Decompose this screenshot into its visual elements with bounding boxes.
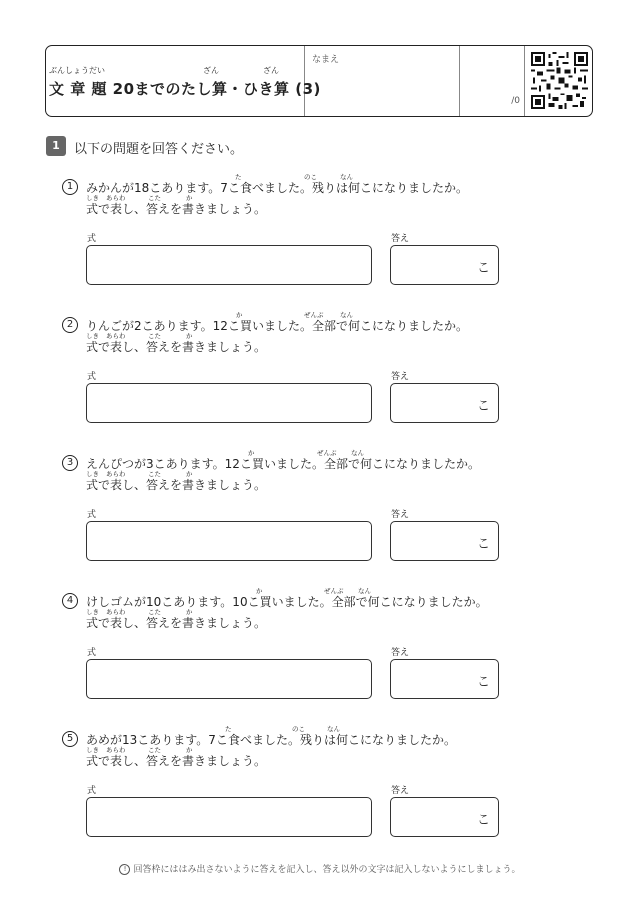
problem-text: みかんが18こあります。7こ食べました。残りは何こになりましたか。 — [86, 181, 468, 195]
worksheet-title: 文 章 題 20までのたし算・ひき算 (3) — [49, 80, 321, 98]
ruby: なん — [340, 311, 353, 319]
answer-input[interactable] — [390, 521, 499, 561]
problem-number: 3 — [62, 455, 78, 471]
expression-input[interactable] — [86, 797, 372, 837]
ruby: しき — [86, 608, 99, 616]
problem-text: えんぴつが3こあります。12こ買いました。全部で何こになりましたか。 — [86, 457, 480, 471]
expression-label: 式 — [87, 648, 97, 658]
ruby: あらわ — [106, 332, 126, 340]
title-cell — [46, 46, 321, 116]
problem-2 — [0, 309, 640, 439]
problem-text: りんごが2こあります。12こ買いました。全部で何こになりましたか。 — [86, 319, 468, 333]
ruby: なん — [327, 725, 340, 733]
ruby: か — [236, 311, 243, 319]
expression-label: 式 — [87, 510, 97, 520]
title-ruby: ざん — [263, 66, 279, 75]
problem-number: 5 — [62, 731, 78, 747]
ruby: こた — [148, 470, 161, 478]
answer-input[interactable] — [390, 383, 499, 423]
unit-label: こ — [476, 261, 490, 276]
problem-text: けしゴムが10こあります。10こ買いました。全部で何こになりましたか。 — [86, 595, 488, 609]
answer-label: 答え — [391, 372, 410, 382]
ruby: か — [186, 608, 193, 616]
section-number-badge: 1 — [46, 136, 66, 156]
ruby: か — [248, 449, 255, 457]
answer-input[interactable] — [390, 245, 499, 285]
ruby: こた — [148, 194, 161, 202]
ruby: なん — [351, 449, 364, 457]
ruby: ぜんぶ — [304, 311, 324, 319]
ruby: あらわ — [106, 194, 126, 202]
problem-text: あめが13こあります。7こ食べました。残りは何こになりましたか。 — [86, 733, 456, 747]
footer-text: 回答枠にははみ出さないように答えを記入し、答え以外の文字は記入しないようにしましょう。 — [133, 865, 521, 875]
unit-label: こ — [476, 675, 490, 690]
problem-1 — [0, 171, 640, 301]
ruby: か — [186, 470, 193, 478]
problem-number: 4 — [62, 593, 78, 609]
ruby: ぜんぶ — [317, 449, 337, 457]
expression-input[interactable] — [86, 245, 372, 285]
expression-input[interactable] — [86, 383, 372, 423]
answer-label: 答え — [391, 648, 410, 658]
name-field[interactable] — [304, 46, 460, 116]
title-ruby: ぶんしょうだい — [49, 66, 105, 75]
worksheet-header — [45, 45, 593, 117]
problem-5 — [0, 723, 640, 853]
score-field — [459, 46, 525, 116]
unit-label: こ — [476, 813, 490, 828]
info-icon: ! — [119, 864, 130, 875]
problem-instruction: 式で表し、答えを書きましょう。 — [86, 478, 267, 492]
ruby: なん — [340, 173, 353, 181]
expression-input[interactable] — [86, 521, 372, 561]
problem-instruction: 式で表し、答えを書きましょう。 — [86, 754, 267, 768]
qr-code-icon — [531, 52, 588, 109]
ruby: なん — [358, 587, 371, 595]
ruby: のこ — [304, 173, 317, 181]
ruby: か — [186, 746, 193, 754]
expression-label: 式 — [87, 786, 97, 796]
ruby: こた — [148, 332, 161, 340]
ruby: た — [225, 725, 232, 733]
title-ruby: ざん — [203, 66, 219, 75]
unit-label: こ — [476, 537, 490, 552]
problem-3 — [0, 447, 640, 577]
problem-4 — [0, 585, 640, 715]
answer-input[interactable] — [390, 797, 499, 837]
problem-instruction: 式で表し、答えを書きましょう。 — [86, 340, 267, 354]
ruby: か — [186, 332, 193, 340]
problem-number: 1 — [62, 179, 78, 195]
answer-label: 答え — [391, 510, 410, 520]
ruby: か — [186, 194, 193, 202]
expression-label: 式 — [87, 234, 97, 244]
ruby: のこ — [292, 725, 305, 733]
answer-label: 答え — [391, 786, 410, 796]
score-text: /0 — [511, 96, 520, 106]
answer-input[interactable] — [390, 659, 499, 699]
ruby: ぜんぶ — [324, 587, 344, 595]
ruby: あらわ — [106, 470, 126, 478]
ruby: こた — [148, 746, 161, 754]
ruby: しき — [86, 470, 99, 478]
ruby: あらわ — [106, 608, 126, 616]
unit-label: こ — [476, 399, 490, 414]
answer-label: 答え — [391, 234, 410, 244]
name-label: なまえ — [312, 55, 340, 65]
problem-number: 2 — [62, 317, 78, 333]
expression-label: 式 — [87, 372, 97, 382]
problem-instruction: 式で表し、答えを書きましょう。 — [86, 202, 267, 216]
section-instruction: 以下の問題を回答ください。 — [74, 142, 244, 157]
problem-instruction: 式で表し、答えを書きましょう。 — [86, 616, 267, 630]
footer-note — [0, 862, 640, 875]
ruby: しき — [86, 746, 99, 754]
ruby: こた — [148, 608, 161, 616]
ruby: しき — [86, 194, 99, 202]
expression-input[interactable] — [86, 659, 372, 699]
ruby: あらわ — [106, 746, 126, 754]
ruby: た — [235, 173, 242, 181]
ruby: しき — [86, 332, 99, 340]
ruby: か — [256, 587, 263, 595]
